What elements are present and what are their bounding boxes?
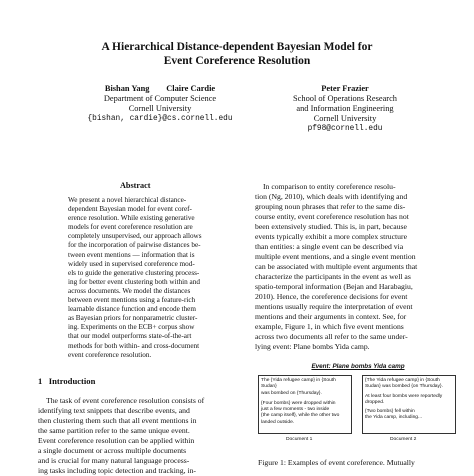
- intro-line: a single document or across multiple documents: [38, 446, 187, 455]
- right-line: mentions and their arguments in context. See, for: [255, 312, 407, 321]
- section-heading-introduction: 1 Introduction: [38, 376, 96, 386]
- abstract-line: as Bayesian priors for nonparametric cluster-: [68, 314, 198, 323]
- author-block-left: [60, 84, 260, 124]
- abstract-line: dependent Bayesian model for event coref-: [68, 205, 192, 214]
- right-line: mentions usually require the interpretation of event: [255, 302, 413, 311]
- doc2-line: dropped.: [365, 399, 385, 405]
- abstract-line: that our model outperforms state-of-the-art: [68, 332, 192, 341]
- right-line: across two documents all refer to the same under-: [255, 332, 408, 341]
- doc1-line: landed outside.: [261, 419, 295, 425]
- abstract-line: models for event coreference resolution are: [68, 223, 193, 232]
- figure-title: Event: Plane bombs Yida camp: [311, 363, 405, 370]
- abstract-line: ing. Experiments on the ECB+ corpus show: [68, 323, 195, 332]
- right-line: 2010). Hence, the coreference decisions for event: [255, 292, 408, 301]
- abstract-line: between event mentions using a feature-rich: [68, 296, 196, 305]
- abstract-line: widely used in supervised coreference mod-: [68, 259, 195, 268]
- doc2-line: Sudan} was bombed {on Thursday}.: [365, 384, 443, 390]
- right-line: been extensively studied. This is, in part, because: [255, 222, 407, 231]
- author-email: {bishan, cardie}@cs.cornell.edu: [87, 115, 233, 123]
- author-univ: Cornell University: [128, 104, 192, 113]
- right-line: tion (Ng, 2010), which deals with identifying and: [255, 192, 408, 201]
- figure-1: [258, 363, 458, 447]
- abstract-line: event coreference resolution.: [68, 350, 152, 359]
- intro-line: identifying text snippets that describe events, and: [38, 406, 190, 415]
- abstract-body: [68, 196, 210, 360]
- doc2-line: At least four bombs were reportedly: [365, 393, 443, 399]
- right-line: than entities: a single event can be described via: [255, 242, 404, 251]
- abstract-line: completely unsupervised, our approach allows: [68, 232, 202, 241]
- intro-line: then clustering them such that all event mentions in: [38, 416, 197, 425]
- doc1-line: {Four bombs} were dropped within: [261, 400, 336, 406]
- abstract-line: erence resolution. While existing generative: [68, 214, 195, 223]
- document-1-box: [258, 375, 352, 434]
- right-line: spatio-temporal information (Bejan and Harabagiu,: [255, 282, 413, 291]
- title-line-1: A Hierarchical Distance-dependent Bayesian Model for: [101, 41, 373, 53]
- intro-line: Event coreference resolution can be applied within: [38, 436, 195, 445]
- right-line: can be associated with multiple event arguments that: [255, 262, 418, 271]
- document-1-label: Document 1: [286, 437, 313, 442]
- abstract-line: across documents. We model the distances: [68, 286, 191, 295]
- doc2-line: {Two bombs} fell within: [365, 409, 415, 415]
- figure-caption: Figure 1: Examples of event coreference. Mutually: [258, 458, 415, 467]
- right-line: multiple event mentions, and a single event mention: [255, 252, 416, 261]
- author-dept-1: School of Operations Research: [293, 94, 397, 103]
- right-line: course entity, event coreference resolution has not: [255, 212, 409, 221]
- right-line: characterize the participants in the event as well as: [255, 272, 411, 281]
- document-2-label: Document 2: [390, 437, 417, 442]
- doc1-line: {the camp itself}, while the other two: [261, 413, 340, 419]
- doc2-line: the Yida camp, including...: [365, 415, 423, 421]
- document-2-box: [362, 375, 456, 434]
- abstract-line: els to guide the generative clustering process-: [68, 268, 200, 277]
- abstract-line: We present a novel hierarchical distance-: [68, 196, 187, 204]
- author-email: pf98@cornell.edu: [307, 125, 383, 133]
- doc2-line: {The Yida refugee camp} in {South: [365, 378, 440, 383]
- intro-line: the same partition refer to the same unique event.: [38, 426, 190, 435]
- author-univ: Cornell University: [313, 114, 377, 123]
- doc1-line: was bombed on {Thursday}.: [261, 390, 322, 396]
- author-block-right: [245, 84, 445, 134]
- abstract-line: learnable distance function and encode them: [68, 305, 196, 314]
- right-line: lying event: Plane bombs Yida camp.: [255, 342, 370, 351]
- title-line-2: Event Coreference Resolution: [163, 55, 311, 67]
- right-column-body: [255, 182, 455, 352]
- right-line: grouping noun phrases that refer to the same dis-: [255, 202, 406, 211]
- doc1-line: The {Yida refugee camp} in {South Sudan}: [261, 378, 336, 390]
- paper-title: [0, 40, 474, 68]
- right-line: events typically exhibit a more complex structure: [255, 232, 407, 241]
- intro-line: and is crucial for many natural language process-: [38, 456, 190, 465]
- doc1-line: just a few moments - two inside: [261, 407, 330, 413]
- introduction-body: [38, 396, 231, 476]
- right-line: example, Figure 1, in which five event mentions: [255, 322, 404, 331]
- abstract-heading: Abstract: [120, 181, 151, 190]
- abstract-line: for the incorporation of pairwise distances be-: [68, 241, 201, 250]
- intro-line: ing tasks including topic detection and tracking, in-: [38, 466, 196, 475]
- abstract-line: methods for both within- and cross-document: [68, 341, 200, 350]
- intro-line: The task of event coreference resolution consists of: [46, 396, 205, 405]
- abstract-line: tween event mentions — information that is: [68, 250, 195, 259]
- author-names: Bishan Yang Claire Cardie: [104, 84, 216, 93]
- abstract-line: ing for better event clustering both within and: [68, 277, 200, 286]
- right-line: In comparison to entity coreference resolu-: [263, 182, 396, 191]
- author-dept: Department of Computer Science: [103, 94, 217, 103]
- author-name: Peter Frazier: [321, 84, 369, 93]
- author-dept-2: and Information Engineering: [296, 104, 394, 113]
